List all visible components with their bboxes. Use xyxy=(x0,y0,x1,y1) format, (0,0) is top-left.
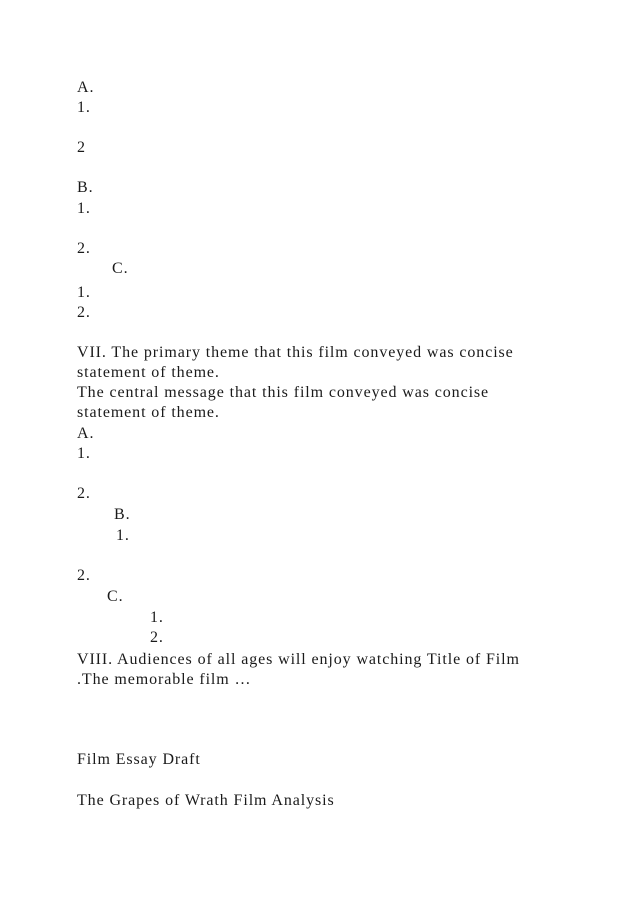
essay-title: The Grapes of Wrath Film Analysis xyxy=(77,792,335,809)
section-viii-line-1: VIII. Audiences of all ages will enjoy watching Title of Film xyxy=(77,651,520,668)
section-vii-c-item-2: 2. xyxy=(150,629,164,646)
section-vii-c-item-1: 1. xyxy=(150,609,164,626)
outline-b-item-1: 1. xyxy=(77,200,91,217)
outline-a-label: A. xyxy=(77,79,95,96)
section-vii-a-item-1: 1. xyxy=(77,445,91,462)
outline-c-label: C. xyxy=(112,260,129,277)
outline-b-label: B. xyxy=(77,179,94,196)
outline-b-item-2: 2. xyxy=(77,240,91,257)
outline-c-item-1: 1. xyxy=(77,284,91,301)
section-vii-line-2: statement of theme. xyxy=(77,364,220,381)
essay-draft-label: Film Essay Draft xyxy=(77,751,201,768)
outline-a-item-2: 2 xyxy=(77,139,86,156)
section-vii-line-4: statement of theme. xyxy=(77,404,220,421)
section-vii-b-item-1: 1. xyxy=(116,527,130,544)
section-vii-line-1: VII. The primary theme that this film conveyed was concise xyxy=(77,344,514,361)
outline-c-item-2: 2. xyxy=(77,304,91,321)
section-vii-line-3: The central message that this film conveyed was concise xyxy=(77,384,490,401)
section-vii-a-label: A. xyxy=(77,425,95,442)
outline-a-item-1: 1. xyxy=(77,99,91,116)
section-vii-c-label: C. xyxy=(107,588,124,605)
section-vii-b-label: B. xyxy=(114,506,131,523)
section-vii-a-item-2: 2. xyxy=(77,485,91,502)
section-vii-b-item-2: 2. xyxy=(77,567,91,584)
section-viii-line-2: .The memorable film … xyxy=(77,671,252,688)
